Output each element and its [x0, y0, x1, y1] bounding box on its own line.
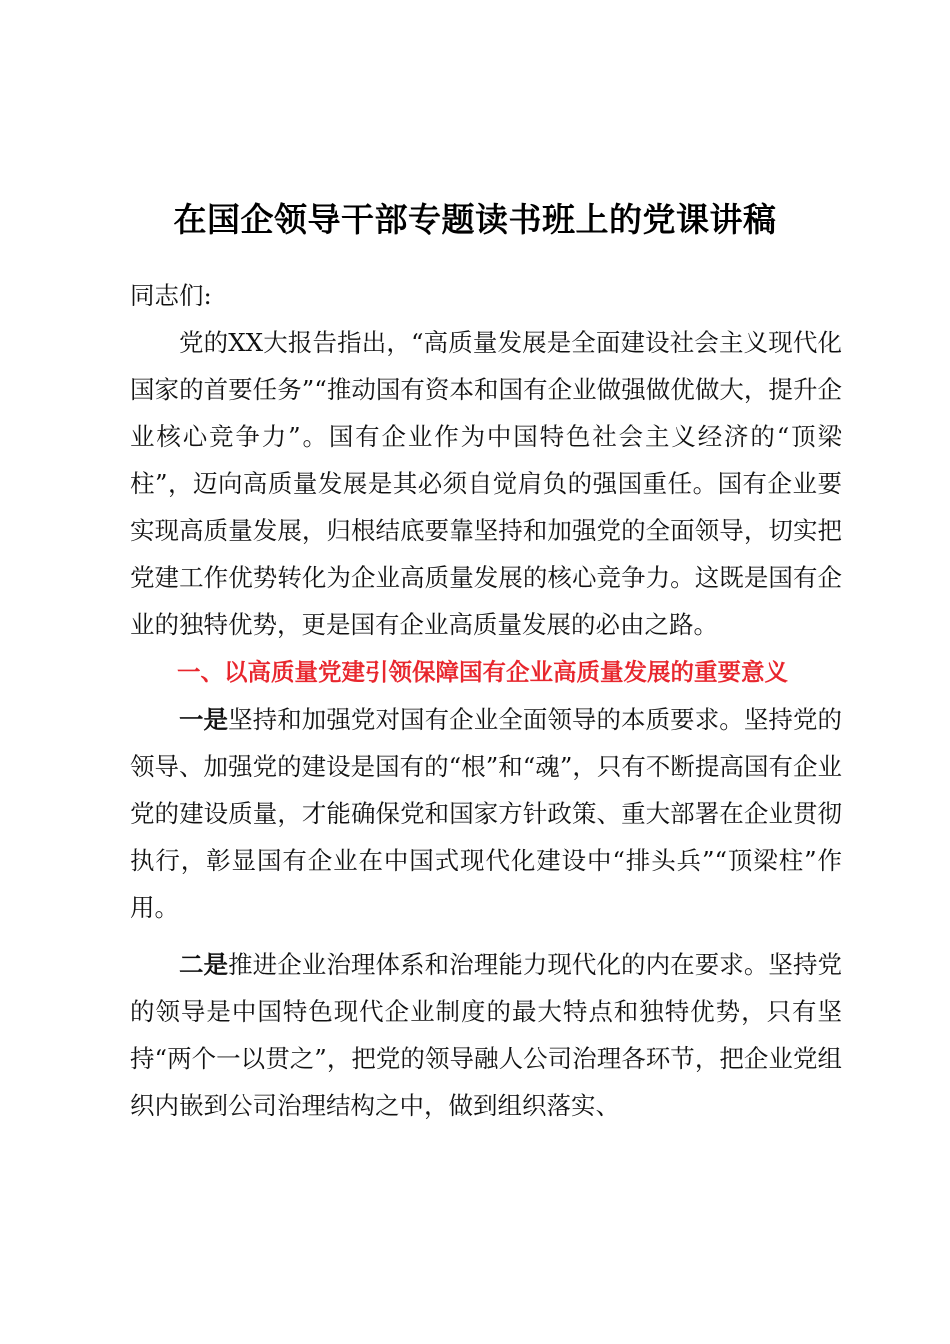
point-lead: 二是	[179, 950, 229, 979]
point-paragraph	[130, 696, 842, 931]
paragraph-gap	[130, 931, 842, 941]
section-heading: 一、以高质量党建引领保障国有企业高质量发展的重要意义	[177, 658, 788, 686]
document-title: 在国企领导干部专题读书班上的党课讲稿	[173, 200, 777, 239]
point-text: 推进企业治理体系和治理能力现代化的内在要求。坚持党的领导是中国特色现代企业制度的最大特点和独特优势，只有坚持“两个一以贯之”，把党的领导融人公司治理各环节，把企业党组织内嵌到公司治理结构之中，做到组织落实、	[130, 950, 843, 1120]
point-lead: 一是	[179, 705, 229, 734]
salutation: 同志们:	[130, 281, 212, 310]
point-paragraph	[130, 941, 842, 1129]
document-body	[130, 272, 842, 1129]
intro-paragraph: 党的XX大报告指出，“高质量发展是全面建设社会主义现代化国家的首要任务”“推动国有资本和国有企业做强做优做大，提升企业核心竞争力”。国有企业作为中国特色社会主义经济的“顶梁柱”，迈向高质量发展是其必须自觉肩负的强国重任。国有企业要实现高质量发展，归根结底要靠坚持和加强党的全面领导，切实把党建工作优势转化为企业高质量发展的核心竞争力。这既是国有企业的独特优势，更是国有企业高质量发展的必由之路。	[130, 328, 842, 639]
point-text: 坚持和加强党对国有企业全面领导的本质要求。坚持党的领导、加强党的建设是国有的“根”和“魂”，只有不断提高国有企业党的建设质量，才能确保党和国家方针政策、重大部署在企业贯彻执行，彰显国有企业在中国式现代化建设中“排头兵”“顶梁柱”作用。	[130, 705, 843, 922]
